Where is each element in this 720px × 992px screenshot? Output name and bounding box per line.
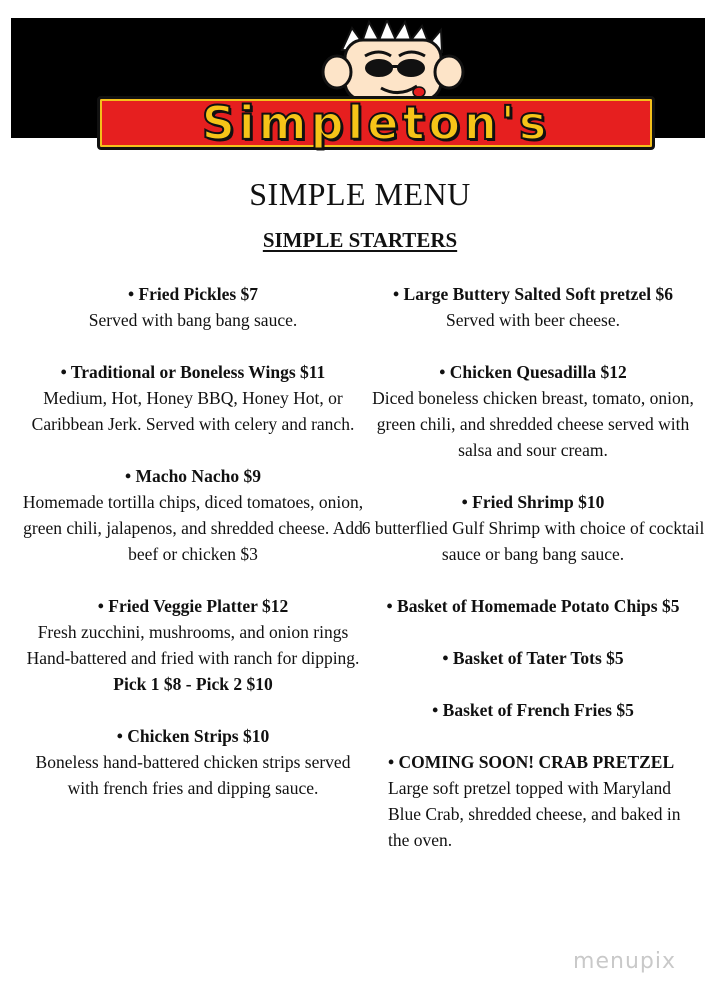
menu-item-name: • Chicken Quesadilla $12 [439, 362, 627, 382]
menu-item [358, 489, 708, 567]
menu-item-name: • Fried Veggie Platter $12 [97, 596, 289, 616]
menu-item-description: Fresh zucchini, mushrooms, and onion rings Hand-battered and fried with ranch for dipping. [26, 622, 360, 668]
menu-item-name: • Basket of Homemade Potato Chips $5 [386, 596, 680, 616]
menu-item-description: Served with bang bang sauce. [88, 310, 298, 330]
menu-item-description: Diced boneless chicken breast, tomato, onion, green chili, and shredded cheese served with salsa and sour cream. [372, 388, 694, 460]
menu-item-name: • Basket of Tater Tots $5 [442, 648, 624, 668]
menu-item [358, 697, 708, 723]
menu-item-name: • Large Buttery Salted Soft pretzel $6 [393, 284, 673, 304]
menu-item-description: 6 butterflied Gulf Shrimp with choice of cocktail sauce or bang bang sauce. [361, 518, 705, 564]
menu-item-name: • Fried Pickles $7 [127, 284, 259, 304]
menu-item-description: Medium, Hot, Honey BBQ, Honey Hot, or Caribbean Jerk. Served with celery and ranch. [31, 388, 355, 434]
menu-column-left [18, 281, 368, 827]
cartoon-face-logo-icon [307, 20, 477, 102]
menu-item-description: Large soft pretzel topped with Maryland Blue Crab, shredded cheese, and baked in the oven. [388, 778, 681, 850]
menu-item [18, 281, 368, 333]
section-title: SIMPLE STARTERS [262, 228, 458, 252]
menu-item-description: Served with beer cheese. [446, 310, 620, 330]
watermark: menupix [573, 949, 676, 974]
menu-item [358, 281, 708, 333]
menu-item-name: • Fried Shrimp $10 [461, 492, 605, 512]
menu-item-name: • COMING SOON! CRAB PRETZEL [388, 752, 675, 772]
menu-item-name: • Chicken Strips $10 [116, 726, 270, 746]
menu-item [358, 645, 708, 671]
menu-column-right [358, 281, 708, 879]
menu-item [18, 463, 368, 567]
menu-item-name: • Basket of French Fries $5 [432, 700, 634, 720]
menu-item-pricing-note: Pick 1 $8 - Pick 2 $10 [113, 674, 273, 694]
menu-item [18, 593, 368, 697]
menu-item-name: • Traditional or Boneless Wings $11 [60, 362, 326, 382]
menu-item-description: Homemade tortilla chips, diced tomatoes, onion, green chili, jalapenos, and shredded cheese. Add beef or chicken $3 [22, 492, 364, 564]
menu-item [18, 723, 368, 801]
menu-item [358, 749, 708, 853]
page-title: SIMPLE MENU [249, 176, 471, 212]
menu-item [358, 593, 708, 619]
menu-item [18, 359, 368, 437]
menu-item-name: • Macho Nacho $9 [125, 466, 261, 486]
menu-item-description: Boneless hand-battered chicken strips served with french fries and dipping sauce. [35, 752, 351, 798]
logo-wordmark: Simpleton's [97, 96, 655, 150]
menu-item [358, 359, 708, 463]
header-banner [11, 18, 705, 150]
